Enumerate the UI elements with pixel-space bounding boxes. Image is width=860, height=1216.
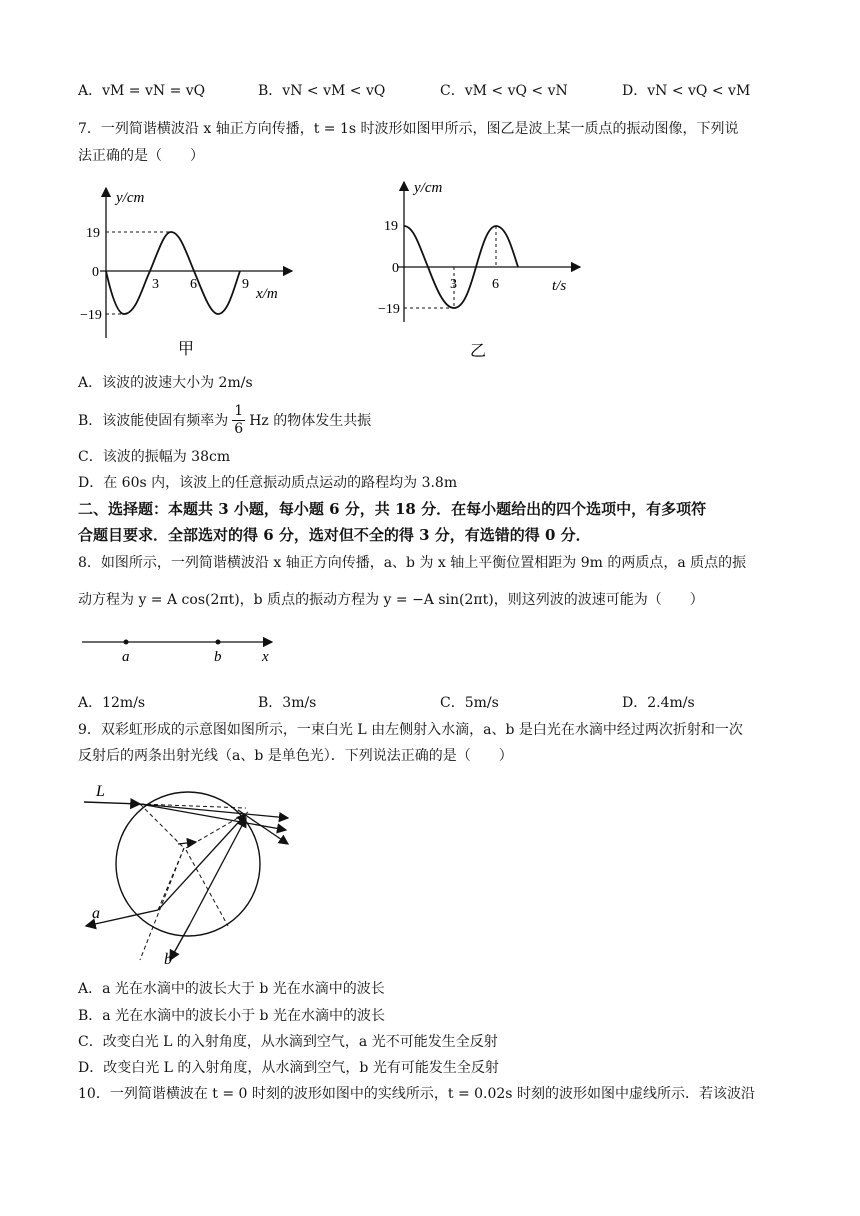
q7-option-b bbox=[78, 400, 371, 440]
figure-yi-vibration bbox=[368, 174, 598, 366]
q8-stem-line1: 8．如图所示，一列简谐横波沿 x 轴正方向传播，a、b 为 x 轴上平衡位置相距为 9m 的两质点，a 质点的振 bbox=[78, 555, 747, 571]
ylabel: y/cm bbox=[414, 180, 443, 196]
tlabel: t/s bbox=[552, 278, 567, 294]
x-tick-9: 9 bbox=[242, 277, 249, 292]
internal-ray-1 bbox=[158, 814, 246, 910]
xlabel: x/m bbox=[256, 286, 278, 302]
label-L: L bbox=[96, 783, 105, 800]
caption-jia: 甲 bbox=[178, 341, 195, 358]
q8-option-a: A．12m/s bbox=[78, 695, 146, 711]
y-tick-zero: 0 bbox=[92, 265, 99, 280]
figure-jia-wave bbox=[70, 178, 310, 358]
label-b: b bbox=[164, 951, 172, 968]
q9-option-c: C．改变白光 L 的入射角度，从水滴到空气，a 光不可能发生全反射 bbox=[78, 1034, 498, 1050]
q9-stem-line1: 9．双彩虹形成的示意图如图所示，一束白光 L 由左侧射入水滴，a、b 是白光在水滴中经过两次折射和一次 bbox=[78, 722, 743, 738]
q9-option-d: D．改变白光 L 的入射角度，从水滴到空气，b 光有可能发生全反射 bbox=[78, 1060, 499, 1076]
q7-option-b-pre: B．该波能使固有频率为 bbox=[78, 413, 229, 429]
q8-option-c: C．5m/s bbox=[440, 695, 499, 711]
label-a: a bbox=[92, 905, 100, 922]
q8-stem-line2: 动方程为 y = A cos(2πt)，b 质点的振动方程为 y = −A sin(2πt)，则这列波的波速可能为（ ） bbox=[78, 592, 704, 608]
q6-option-a: A．vM = vN = vQ bbox=[78, 83, 206, 99]
upper-ray-2 bbox=[140, 804, 288, 818]
t-tick-3: 3 bbox=[450, 277, 457, 292]
q7-stem-line1: 7．一列简谐横波沿 x 轴正方向传播，t = 1s 时波形如图甲所示，图乙是波上某一质点的振动图像，下列说 bbox=[78, 121, 739, 137]
q6-option-c: C．vM < vQ < vN bbox=[440, 83, 568, 99]
q7-stem-line2: 法正确的是（ ） bbox=[78, 148, 204, 164]
fraction-denominator: 6 bbox=[234, 420, 244, 437]
q7-option-a: A．该波的波速大小为 2m/s bbox=[78, 375, 253, 391]
label-a: a bbox=[122, 649, 130, 664]
section2-line2: 合题目要求．全部选对的得 6 分，选对但不全的得 3 分，有选错的得 0 分． bbox=[78, 526, 591, 544]
y-tick-bottom: −19 bbox=[80, 308, 102, 323]
q7-option-d: D．在 60s 内，该波上的任意振动质点运动的路程均为 3.8m bbox=[78, 475, 458, 491]
q7-option-c: C．该波的振幅为 38cm bbox=[78, 449, 231, 465]
fraction-numerator: 1 bbox=[234, 402, 244, 419]
q7-option-b-post: Hz 的物体发生共振 bbox=[249, 413, 372, 429]
fraction bbox=[232, 403, 245, 438]
y-tick-top: 19 bbox=[86, 226, 100, 241]
q9-stem-line2: 反射后的两条出射光线（a、b 是单色光）．下列说法正确的是（ ） bbox=[78, 748, 513, 764]
q10-stem-line1: 10．一列简谐横波在 t = 0 时刻的波形如图中的实线所示，t = 0.02s 时刻的波形如图中虚线所示．若该波沿 bbox=[78, 1086, 755, 1102]
q6-option-b: B．vN < vM < vQ bbox=[258, 83, 386, 99]
point-b bbox=[216, 640, 221, 645]
q9-option-b: B．a 光在水滴中的波长小于 b 光在水滴中的波长 bbox=[78, 1008, 385, 1024]
x-tick-6: 6 bbox=[190, 277, 197, 292]
q8-option-b: B．3m/s bbox=[258, 695, 317, 711]
internal-dash-4 bbox=[140, 848, 184, 960]
q8-option-d: D．2.4m/s bbox=[622, 695, 695, 711]
label-b: b bbox=[214, 649, 222, 664]
ylabel: y/cm bbox=[116, 190, 145, 206]
y-tick-top: 19 bbox=[384, 219, 398, 234]
caption-yi: 乙 bbox=[470, 343, 487, 360]
exit-ray-b bbox=[170, 924, 190, 960]
section2-line1: 二、选择题：本题共 3 小题，每小题 6 分，共 18 分．在每小题给出的四个选项中，有多项符 bbox=[78, 500, 707, 518]
y-tick-zero: 0 bbox=[392, 261, 399, 276]
incident-ray bbox=[84, 802, 140, 804]
wave-curve bbox=[106, 232, 240, 314]
y-tick-bottom: −19 bbox=[378, 302, 400, 317]
q6-option-d: D．vN < vQ < vM bbox=[622, 83, 751, 99]
label-x: x bbox=[262, 649, 269, 664]
point-a bbox=[124, 640, 129, 645]
x-tick-3: 3 bbox=[152, 277, 159, 292]
internal-dash-6 bbox=[186, 850, 228, 926]
t-tick-6: 6 bbox=[492, 277, 499, 292]
q9-option-a: A．a 光在水滴中的波长大于 b 光在水滴中的波长 bbox=[78, 981, 385, 997]
figure-q8-axis bbox=[78, 628, 288, 664]
figure-rainbow-droplet bbox=[78, 774, 308, 970]
